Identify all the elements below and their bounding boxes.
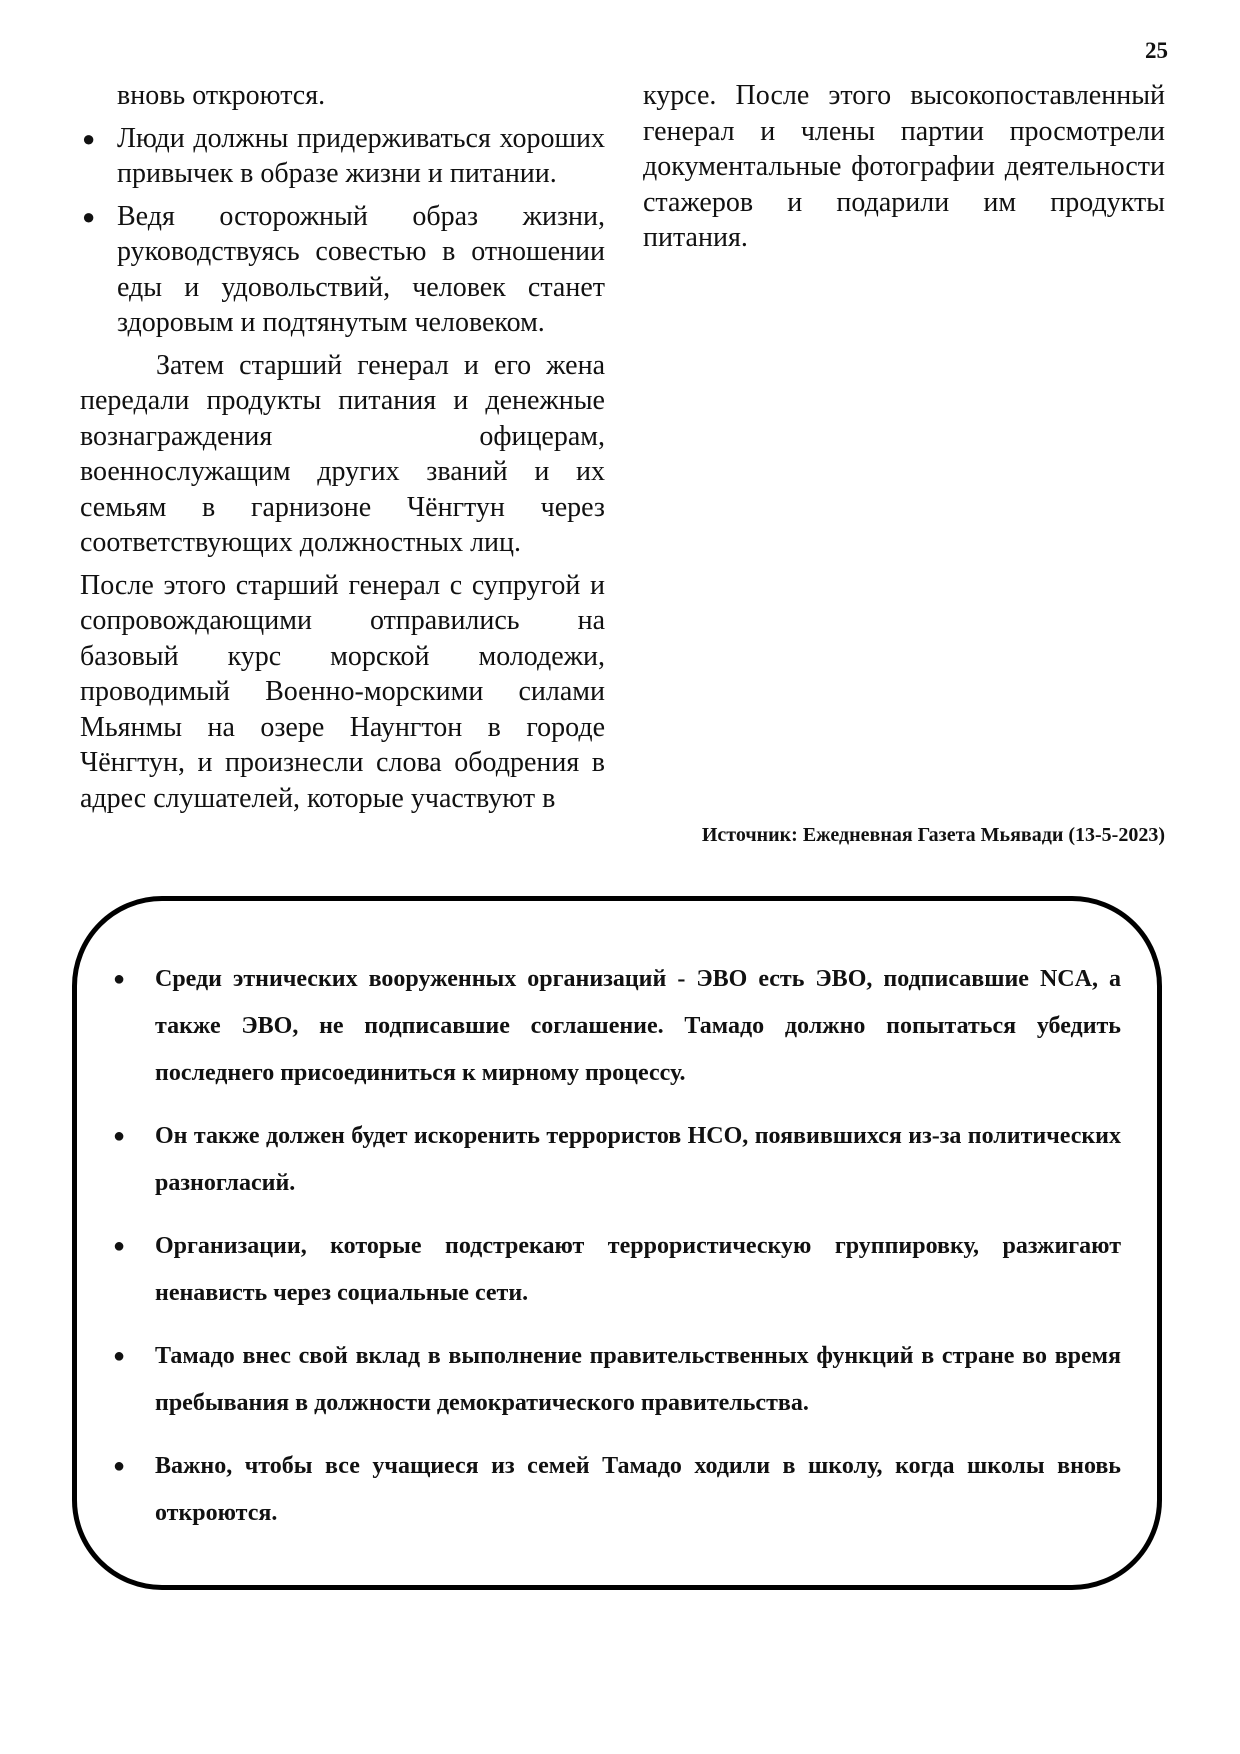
bullet-icon: ● (82, 125, 96, 151)
page-number: 25 (1145, 38, 1168, 63)
summary-item (113, 1333, 1121, 1427)
summary-box (72, 896, 1162, 1590)
body-paragraph: После этого старший генерал с супругой и сопровождающими отправились на базовый курс морской молодежи, проводимый Военно-морскими силами Мьянмы на озере Наунгтон в городе Чёнгтун, и произнесли слова ободрения в адрес слушателей, которые участвуют в (80, 569, 605, 814)
summary-item-text: Он также должен будет искоренить террористов НСО, появившихся из-за политических разногласий. (155, 1123, 1121, 1196)
body-paragraph: Затем старший генерал и его жена передали продукты питания и денежные вознаграждения офицерам, военнослужащим других званий и их семьям в гарнизоне Чёнгтун через соответствующих должностных лиц. (80, 349, 605, 558)
bullet-icon: ● (113, 1235, 126, 1257)
summary-item (113, 1113, 1121, 1207)
bullet-icon: ● (82, 203, 96, 229)
left-bullet-list (80, 121, 605, 341)
summary-item-text: Тамадо внес свой вклад в выполнение правительственных функций в стране во время пребывания в должности демократического правительства. (155, 1343, 1121, 1416)
summary-bullet-list (77, 901, 1157, 1537)
summary-item-text: Организации, которые подстрекают террористическую группировку, разжигают ненависть через социальные сети. (155, 1233, 1121, 1306)
summary-item (113, 956, 1121, 1097)
source-citation: Источник: Ежедневная Газета Мьявади (13-5-2023) (701, 824, 1165, 846)
list-item (80, 121, 605, 192)
left-column (80, 78, 605, 823)
list-item (80, 199, 605, 341)
list-item-text: Ведя осторожный образ жизни, руководствуясь совестью в отношении еды и удовольствий, человек станет здоровым и подтянутым человеком. (117, 200, 605, 338)
summary-item-text: Важно, чтобы все учащиеся из семей Тамадо ходили в школу, когда школы вновь откроются. (155, 1453, 1121, 1526)
list-item-text: Люди должны придерживаться хороших привычек в образе жизни и питании. (117, 122, 605, 189)
continuation-text: вновь откроются. (117, 80, 326, 111)
right-column (643, 78, 1165, 263)
bullet-icon: ● (113, 1125, 126, 1147)
bullet-icon: ● (113, 1455, 126, 1477)
body-paragraph: курсе. После этого высокопоставленный генерал и члены партии просмотрели документальные фотографии деятельности стажеров и подарили им продукты питания. (643, 80, 1165, 253)
summary-item (113, 1223, 1121, 1317)
bullet-icon: ● (113, 968, 126, 990)
summary-item-text: Среди этнических вооруженных организаций - ЭВО есть ЭВО, подписавшие NCA, а также ЭВО, не подписавшие соглашение. Тамадо должно попытаться убедить последнего присоединиться к мирному процессу. (155, 966, 1121, 1086)
bullet-icon: ● (113, 1345, 126, 1367)
summary-item (113, 1443, 1121, 1537)
